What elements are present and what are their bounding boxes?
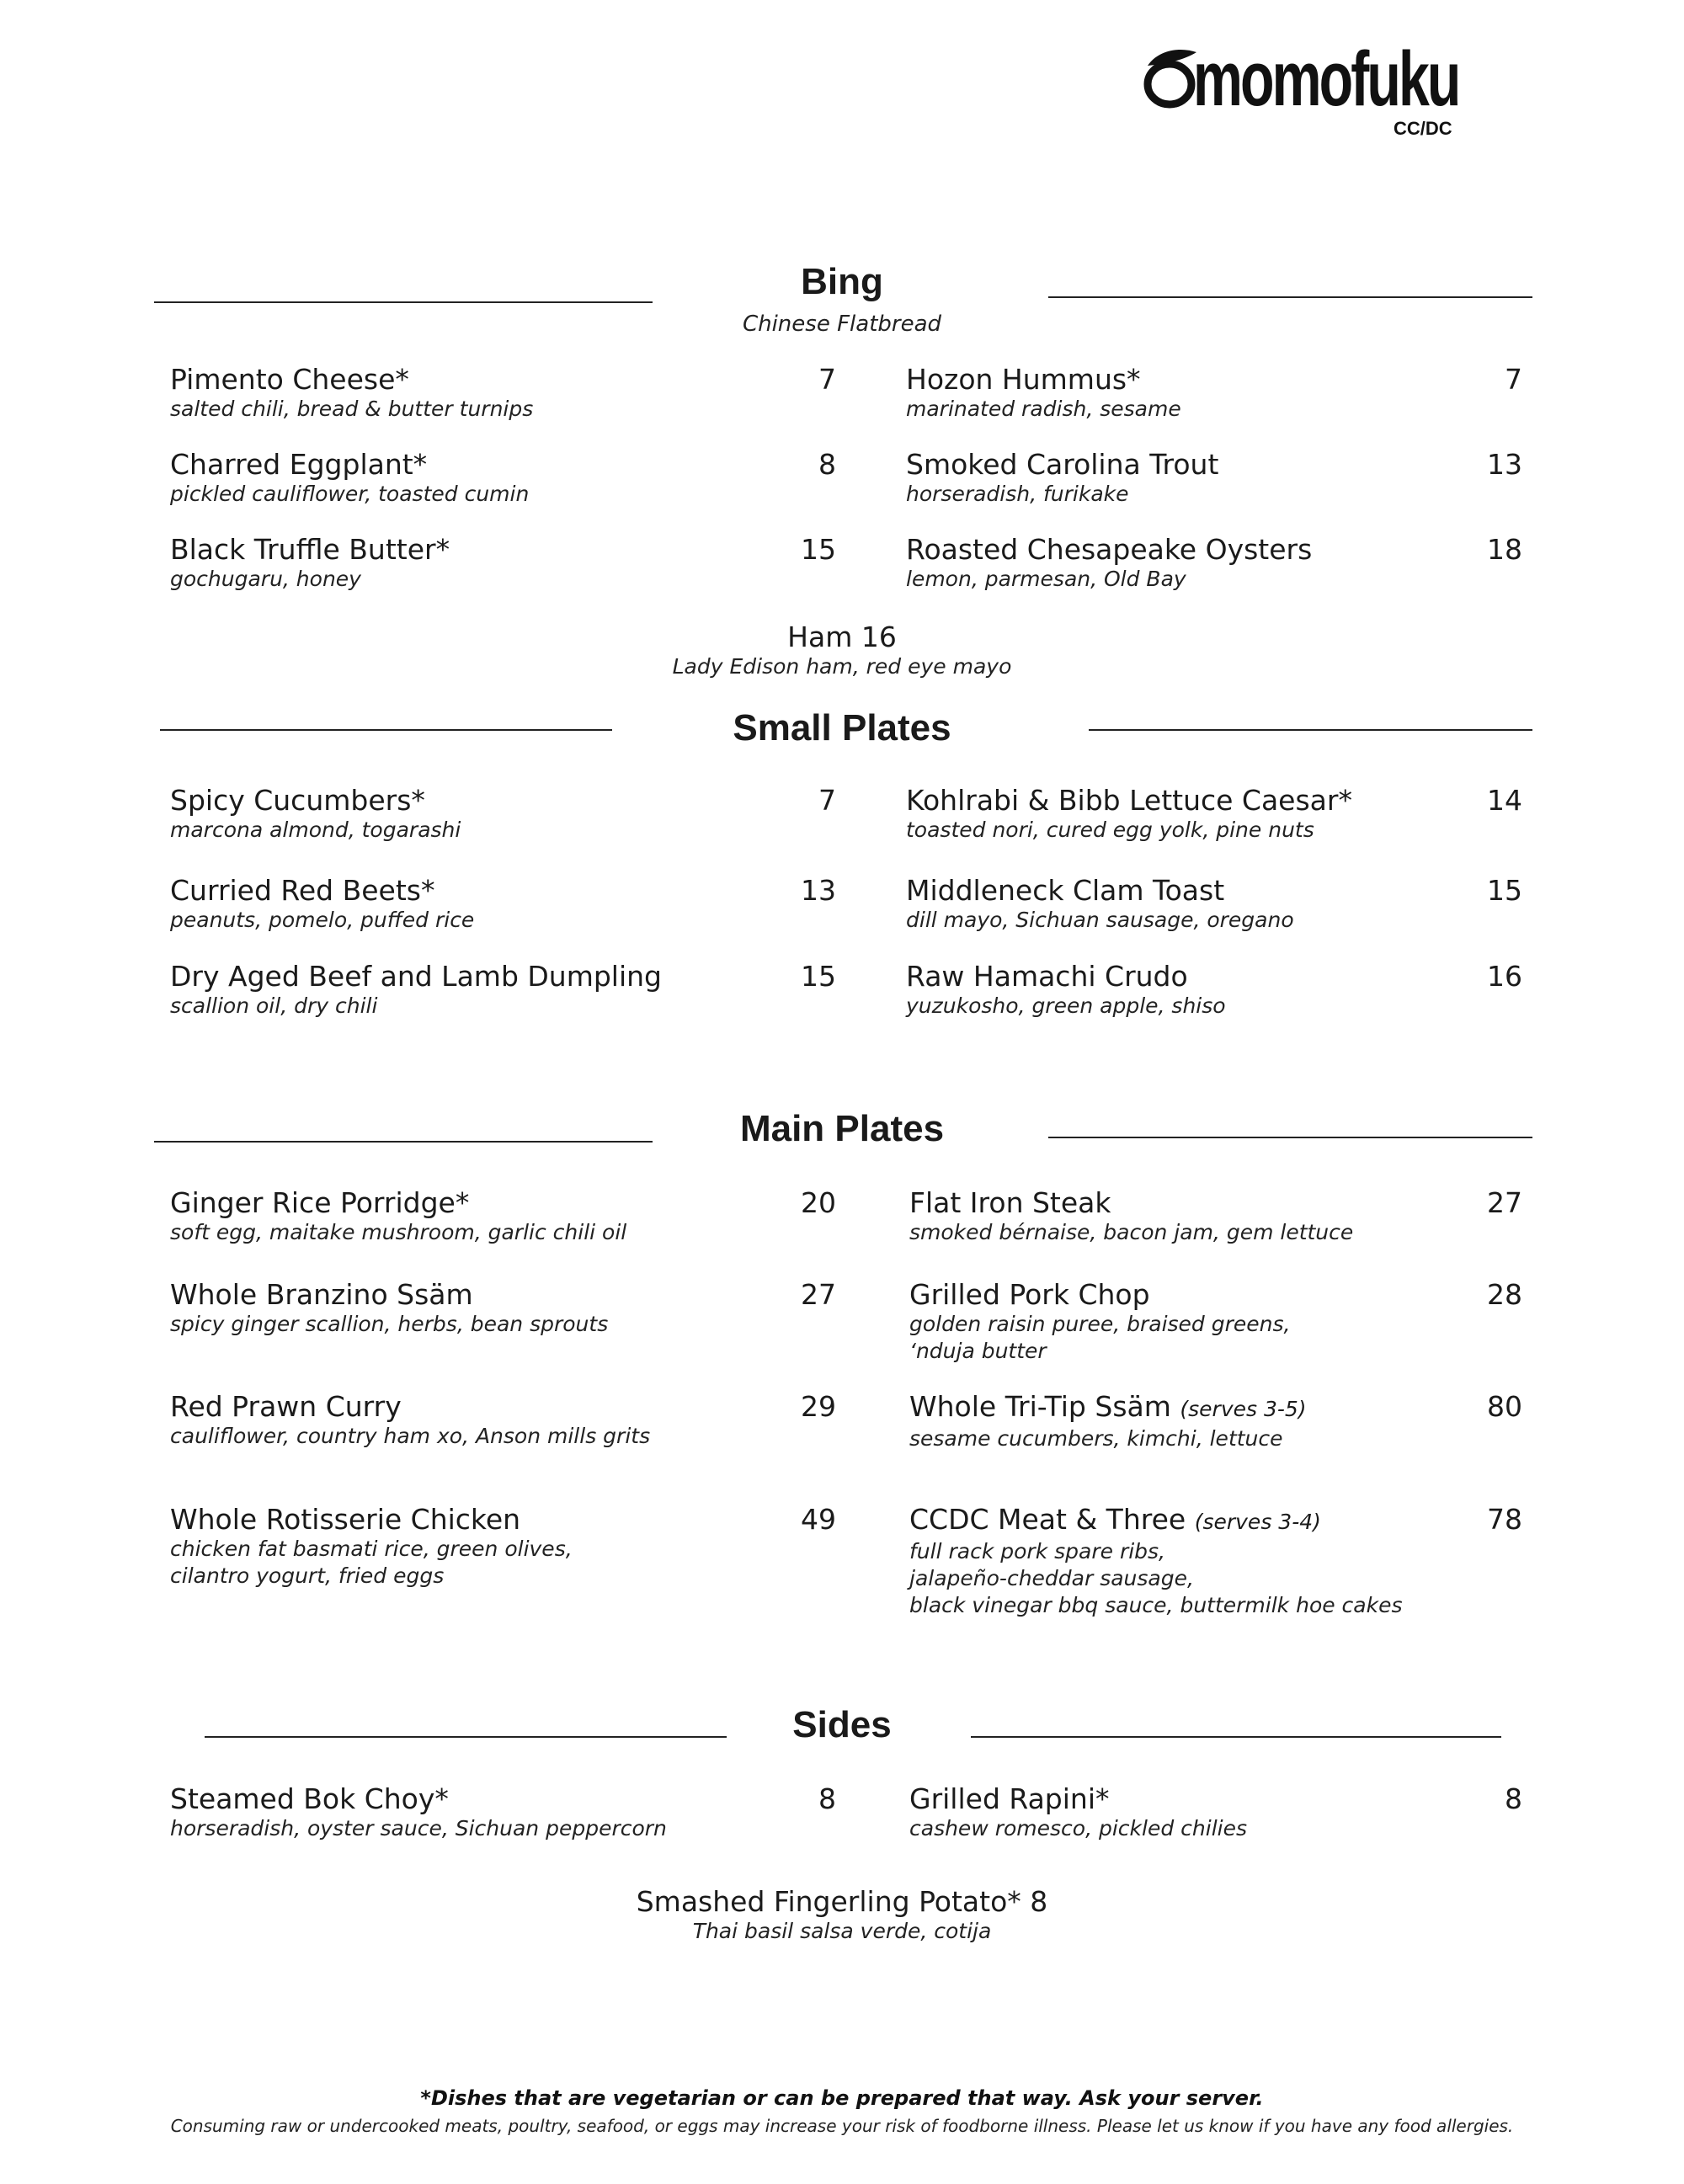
item-description: soft egg, maitake mushroom, garlic chili oil bbox=[170, 1220, 627, 1244]
item-price: 8 bbox=[818, 1782, 836, 1815]
item-name: Whole Branzino Ssäm bbox=[170, 1278, 473, 1311]
section-title-sides: Sides bbox=[792, 1704, 892, 1745]
item-description: ‘nduja butter bbox=[909, 1339, 1047, 1363]
item-name: Red Prawn Curry bbox=[170, 1390, 402, 1423]
item-description: spicy ginger scallion, herbs, bean sprouts bbox=[170, 1312, 609, 1336]
restaurant-logo bbox=[1141, 34, 1495, 152]
section-title-bing: Bing bbox=[801, 261, 883, 302]
item-price: 28 bbox=[1487, 1278, 1522, 1311]
item-name: Kohlrabi & Bibb Lettuce Caesar* bbox=[906, 784, 1352, 817]
menu-item-centered bbox=[0, 1886, 1684, 1945]
menu-item bbox=[170, 1504, 573, 1590]
peach-logo-icon bbox=[1141, 42, 1200, 109]
logo-wordmark: momofuku bbox=[1193, 36, 1459, 122]
item-price: 7 bbox=[818, 363, 836, 396]
item-description: scallion oil, dry chili bbox=[170, 993, 378, 1018]
item-price: 16 bbox=[1487, 960, 1522, 993]
item-description: peanuts, pomelo, puffed rice bbox=[170, 908, 475, 932]
item-description: marinated radish, sesame bbox=[906, 397, 1181, 421]
menu-item bbox=[909, 1504, 1403, 1619]
item-description: lemon, parmesan, Old Bay bbox=[906, 567, 1186, 591]
item-name: Curried Red Beets* bbox=[170, 874, 435, 907]
item-description: smoked bérnaise, bacon jam, gem lettuce bbox=[909, 1220, 1354, 1244]
item-name: Charred Eggplant* bbox=[170, 448, 428, 481]
menu-item bbox=[906, 875, 1294, 934]
item-description: salted chili, bread & butter turnips bbox=[170, 397, 534, 421]
item-price: 49 bbox=[801, 1503, 836, 1536]
food-safety-warning: Consuming raw or undercooked meats, poultry, seafood, or eggs may increase your risk of foodborne illness. Please let us know if you have any food allergies. bbox=[170, 2116, 1514, 2136]
item-price: 15 bbox=[1487, 874, 1522, 907]
item-description: cauliflower, country ham xo, Anson mills grits bbox=[170, 1424, 651, 1448]
item-price: 14 bbox=[1487, 784, 1522, 817]
item-name: Dry Aged Beef and Lamb Dumpling bbox=[170, 960, 662, 993]
item-price: 13 bbox=[801, 874, 836, 907]
item-description: cilantro yogurt, fried eggs bbox=[170, 1563, 445, 1588]
item-description: jalapeño-cheddar sausage, bbox=[909, 1566, 1194, 1590]
item-price: 27 bbox=[801, 1278, 836, 1311]
menu-item bbox=[170, 1187, 626, 1246]
item-name: Spicy Cucumbers* bbox=[170, 784, 425, 817]
item-price: 15 bbox=[801, 533, 836, 566]
item-description: horseradish, furikake bbox=[906, 482, 1129, 506]
item-price: 78 bbox=[1487, 1503, 1522, 1536]
item-description: Thai basil salsa verde, cotija bbox=[692, 1919, 992, 1943]
item-description: dill mayo, Sichuan sausage, oregano bbox=[906, 908, 1294, 932]
item-description: pickled cauliflower, toasted cumin bbox=[170, 482, 530, 506]
item-name: Whole Rotisserie Chicken bbox=[170, 1503, 521, 1536]
item-serves: (serves 3-5) bbox=[1180, 1397, 1307, 1421]
menu-item bbox=[170, 875, 474, 934]
item-name: Smoked Carolina Trout bbox=[906, 448, 1219, 481]
item-name: Hozon Hummus* bbox=[906, 363, 1141, 396]
item-name: Grilled Pork Chop bbox=[909, 1278, 1150, 1311]
item-name: CCDC Meat & Three bbox=[909, 1503, 1186, 1536]
section-subtitle-bing: Chinese Flatbread bbox=[742, 312, 942, 337]
item-description: cashew romesco, pickled chilies bbox=[909, 1816, 1247, 1840]
menu-item bbox=[906, 534, 1312, 593]
item-price: 8 bbox=[1505, 1782, 1522, 1815]
item-name: Whole Tri-Tip Ssäm bbox=[909, 1390, 1171, 1423]
item-name: Grilled Rapini* bbox=[909, 1782, 1110, 1815]
item-name: Ginger Rice Porridge* bbox=[170, 1186, 470, 1219]
menu-item-centered bbox=[0, 621, 1684, 680]
menu-item bbox=[906, 449, 1218, 508]
section-title-small-plates: Small Plates bbox=[733, 707, 951, 748]
item-price: 80 bbox=[1487, 1390, 1522, 1423]
item-description: sesame cucumbers, kimchi, lettuce bbox=[909, 1426, 1283, 1451]
item-name: Roasted Chesapeake Oysters bbox=[906, 533, 1313, 566]
menu-item bbox=[909, 1187, 1353, 1246]
item-description: marcona almond, togarashi bbox=[170, 818, 461, 842]
item-price: 8 bbox=[818, 448, 836, 481]
menu-item bbox=[170, 961, 662, 1020]
item-name: Pimento Cheese* bbox=[170, 363, 409, 396]
menu-item bbox=[906, 785, 1352, 844]
item-name-row bbox=[909, 1391, 1307, 1425]
menu-item bbox=[170, 785, 461, 844]
item-name: Black Truffle Butter* bbox=[170, 533, 450, 566]
item-name: Flat Iron Steak bbox=[909, 1186, 1111, 1219]
item-description: horseradish, oyster sauce, Sichuan peppercorn bbox=[170, 1816, 667, 1840]
item-price: 27 bbox=[1487, 1186, 1522, 1219]
menu-item bbox=[170, 449, 529, 508]
menu-item bbox=[906, 364, 1181, 423]
item-name: Middleneck Clam Toast bbox=[906, 874, 1225, 907]
item-description: Lady Edison ham, red eye mayo bbox=[672, 654, 1012, 679]
item-name: Ham 16 bbox=[787, 621, 897, 653]
menu-item bbox=[909, 1391, 1307, 1452]
vegetarian-note: *Dishes that are vegetarian or can be prepared that way. Ask your server. bbox=[420, 2086, 1264, 2110]
section-title-main-plates: Main Plates bbox=[739, 1108, 945, 1149]
item-price: 29 bbox=[801, 1390, 836, 1423]
item-name-row bbox=[909, 1504, 1403, 1538]
item-price: 13 bbox=[1487, 448, 1522, 481]
item-description: toasted nori, cured egg yolk, pine nuts bbox=[906, 818, 1314, 842]
item-serves: (serves 3-4) bbox=[1194, 1510, 1321, 1534]
menu-item bbox=[170, 364, 533, 423]
item-price: 18 bbox=[1487, 533, 1522, 566]
item-name: Steamed Bok Choy* bbox=[170, 1782, 449, 1815]
item-price: 20 bbox=[801, 1186, 836, 1219]
item-price: 7 bbox=[818, 784, 836, 817]
menu-item bbox=[170, 1279, 608, 1338]
menu-item bbox=[909, 1783, 1247, 1842]
item-description: gochugaru, honey bbox=[170, 567, 361, 591]
item-description: full rack pork spare ribs, bbox=[909, 1539, 1166, 1563]
item-description: yuzukosho, green apple, shiso bbox=[906, 993, 1226, 1018]
logo-subtitle: CC/DC bbox=[1394, 118, 1452, 139]
menu-item bbox=[170, 1783, 667, 1842]
menu-item bbox=[906, 961, 1226, 1020]
item-price: 7 bbox=[1505, 363, 1522, 396]
menu-item bbox=[170, 1391, 650, 1450]
item-description: golden raisin puree, braised greens, bbox=[909, 1312, 1291, 1336]
item-price: 15 bbox=[801, 960, 836, 993]
item-description: black vinegar bbq sauce, buttermilk hoe cakes bbox=[909, 1593, 1403, 1617]
item-description: chicken fat basmati rice, green olives, bbox=[170, 1537, 573, 1561]
menu-item bbox=[170, 534, 450, 593]
item-name: Raw Hamachi Crudo bbox=[906, 960, 1188, 993]
menu-item bbox=[909, 1279, 1290, 1365]
item-name: Smashed Fingerling Potato* 8 bbox=[636, 1885, 1048, 1918]
